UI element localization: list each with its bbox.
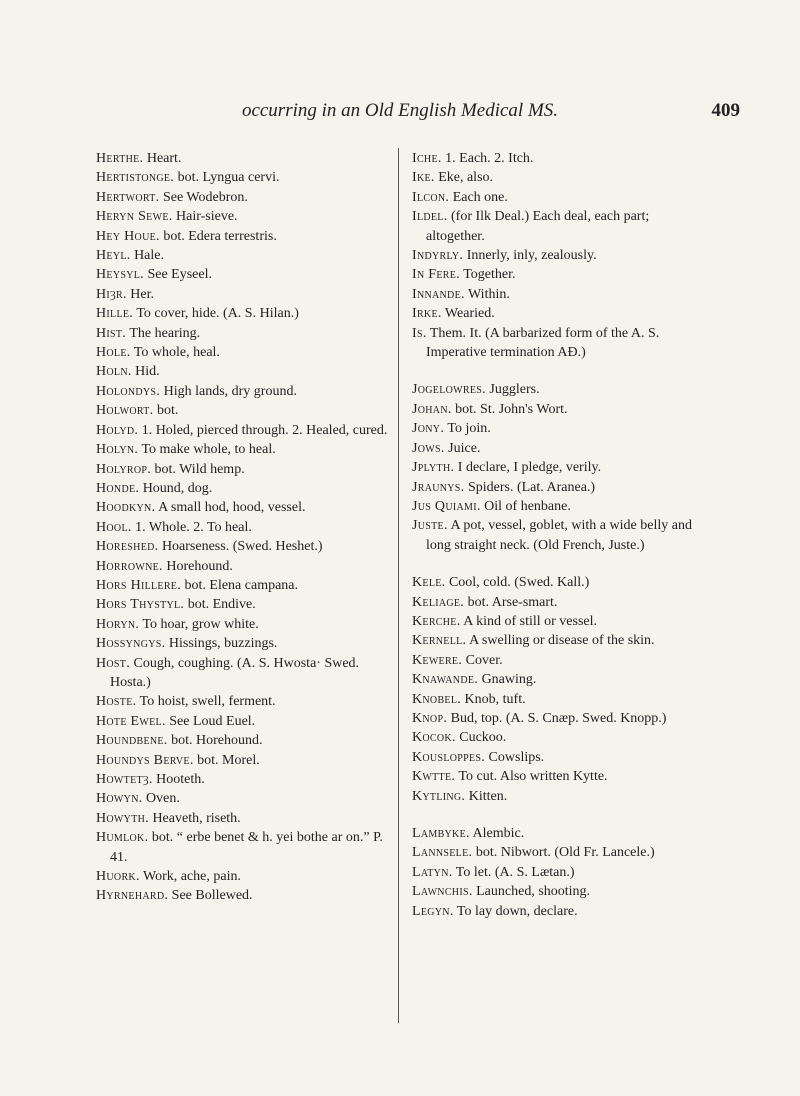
entry-definition: bot. Horehound. — [171, 733, 263, 749]
glossary-entry — [412, 265, 708, 284]
entry-headword: Jony. — [412, 421, 445, 437]
entry-definition: 1. Whole. 2. To heal. — [135, 519, 252, 535]
entry-headword: Knawande. — [412, 672, 479, 688]
entry-headword: Hoodkyn. — [96, 500, 156, 516]
entry-definition: Them. It. (A barbarized form of the A. S. Imperative termination AÐ.) — [426, 325, 660, 361]
glossary-entry — [96, 343, 390, 362]
entry-headword: Holyn. — [96, 442, 139, 458]
entry-headword: Hoste. — [96, 694, 137, 710]
entry-definition: To let. (A. S. Lætan.) — [455, 864, 575, 880]
entry-headword: Juste. — [412, 518, 448, 534]
section-gap — [412, 806, 708, 824]
entry-definition: Oven. — [146, 791, 180, 807]
entry-headword: Hossyngys. — [96, 636, 166, 652]
entry-definition: bot. St. John's Wort. — [455, 401, 568, 417]
glossary-entry — [96, 382, 390, 401]
entry-definition: Hissings, buzzings. — [168, 636, 278, 652]
entry-definition: bot. Elena campana. — [184, 577, 299, 593]
entry-definition: Hooteth. — [156, 772, 205, 787]
entry-headword: Knop. — [412, 710, 448, 726]
glossary-entry — [96, 518, 390, 537]
entry-headword: Is. — [412, 325, 427, 341]
glossary-entry — [412, 728, 708, 747]
glossary-entry — [412, 651, 708, 670]
entry-headword: Kocok. — [412, 730, 456, 746]
glossary-entry — [96, 809, 390, 828]
glossary-entry — [96, 304, 390, 323]
entry-definition: bot. Lyngua cervi. — [177, 170, 280, 186]
entry-definition: Gnawing. — [481, 672, 537, 688]
entry-headword: Hool. — [96, 519, 132, 535]
entry-definition: Eke, also. — [438, 170, 494, 186]
glossary-entry — [96, 595, 390, 614]
glossary-entry — [96, 440, 390, 459]
glossary-entry — [412, 516, 708, 555]
glossary-entry — [96, 362, 390, 381]
glossary-entry — [412, 843, 708, 862]
entry-definition: Each one. — [452, 189, 508, 205]
entry-definition: See Loud Euel. — [169, 713, 256, 729]
entry-definition: Cuckoo. — [459, 730, 507, 746]
entry-definition: Her. — [130, 286, 154, 302]
glossary-entry — [96, 149, 390, 168]
entry-headword: Jogelowres. — [412, 382, 486, 398]
entry-headword: Hist. — [96, 325, 127, 341]
glossary-entry — [96, 828, 390, 867]
entry-definition: bot. Arse-smart. — [467, 594, 558, 610]
entry-headword: Horyn. — [96, 616, 140, 632]
glossary-entry — [96, 227, 390, 246]
glossary-entry — [412, 207, 708, 246]
glossary-entry — [412, 670, 708, 689]
entry-definition: To hoist, swell, ferment. — [139, 694, 276, 710]
glossary-entry — [96, 498, 390, 517]
entry-definition: 1. Each. 2. Itch. — [445, 151, 534, 166]
entry-definition: The hearing. — [129, 325, 201, 341]
entry-headword: Herthe. — [96, 151, 144, 166]
page-number: 409 — [711, 100, 740, 121]
entry-definition: bot. Edera terrestris. — [163, 228, 277, 244]
glossary-entry — [96, 770, 390, 789]
entry-definition: Oil of henbane. — [484, 498, 571, 514]
entry-headword: Hertwort. — [96, 189, 160, 205]
glossary-entry — [96, 401, 390, 420]
glossary-entry — [96, 615, 390, 634]
entry-headword: Hiȝr. — [96, 286, 127, 302]
glossary-entry — [96, 285, 390, 304]
glossary-entry — [96, 188, 390, 207]
entry-definition: To hoar, grow white. — [142, 616, 259, 632]
entry-definition: See Wodebron. — [162, 189, 248, 205]
glossary-entry — [412, 149, 708, 168]
entry-headword: Lawnchis. — [412, 884, 473, 900]
entry-definition: Innerly, inly, zealously. — [466, 248, 597, 264]
entry-definition: Kitten. — [468, 788, 508, 804]
glossary-entry — [412, 188, 708, 207]
glossary-entry — [412, 767, 708, 786]
entry-definition: High lands, dry ground. — [163, 383, 297, 399]
glossary-entry — [412, 690, 708, 709]
entry-definition: To cut. Also written Kytte. — [458, 769, 608, 785]
glossary-entry — [412, 304, 708, 323]
entry-definition: Jugglers. — [489, 382, 540, 398]
entry-definition: Cool, cold. (Swed. Kall.) — [448, 575, 590, 591]
entry-definition: Hid. — [135, 364, 160, 380]
entry-headword: Indyrly. — [412, 248, 464, 264]
running-header — [60, 100, 740, 122]
glossary-entry — [96, 265, 390, 284]
glossary-entry — [412, 863, 708, 882]
entry-definition: To make whole, to heal. — [141, 442, 276, 458]
glossary-entry — [412, 787, 708, 806]
entry-headword: Jraunys. — [412, 479, 465, 495]
entry-headword: Hyrnehard. — [96, 888, 169, 904]
entry-definition: Knob, tuft. — [464, 691, 526, 707]
glossary-entry — [96, 246, 390, 265]
glossary-entry — [412, 478, 708, 497]
entry-definition: Together. — [463, 267, 516, 283]
entry-definition: I declare, I pledge, verily. — [457, 460, 602, 476]
entry-headword: Hors Hillere. — [96, 577, 182, 593]
glossary-column-left — [96, 149, 390, 906]
entry-headword: Horeshed. — [96, 539, 159, 555]
glossary-entry — [412, 168, 708, 187]
section-gap — [412, 555, 708, 573]
entry-headword: Lannsele. — [412, 845, 473, 861]
entry-headword: Knobel. — [412, 691, 462, 707]
entry-definition: bot. Nibwort. (Old Fr. Lancele.) — [475, 845, 655, 861]
entry-headword: Ike. — [412, 170, 435, 186]
entry-definition: Spiders. (Lat. Aranea.) — [467, 479, 596, 495]
entry-headword: Holwort. — [96, 403, 154, 419]
entry-headword: Iche. — [412, 151, 442, 166]
glossary-entry — [412, 612, 708, 631]
entry-definition: Hoarseness. (Swed. Heshet.) — [161, 539, 323, 555]
glossary-entry — [412, 246, 708, 265]
entry-definition: (for Ilk Deal.) Each deal, each part; altogether. — [426, 209, 650, 244]
entry-headword: Horrowne. — [96, 558, 163, 574]
entry-definition: bot. Morel. — [197, 752, 260, 768]
entry-headword: Innande. — [412, 286, 465, 302]
entry-definition: A kind of still or vessel. — [463, 613, 598, 629]
entry-headword: Hertistonge. — [96, 170, 175, 186]
entry-headword: Holondys. — [96, 383, 161, 399]
glossary-entry — [96, 460, 390, 479]
entry-definition: A small hod, hood, vessel. — [158, 500, 306, 516]
glossary-entry — [412, 573, 708, 592]
entry-definition: Hound, dog. — [142, 480, 213, 496]
entry-headword: Hey Houe. — [96, 228, 160, 244]
entry-definition: To lay down, declare. — [456, 903, 578, 919]
entry-headword: Jplyth. — [412, 460, 455, 476]
entry-definition: See Eyseel. — [147, 267, 212, 283]
entry-headword: Heryn Sewe. — [96, 209, 173, 225]
glossary-entry — [96, 324, 390, 343]
column-divider — [398, 148, 399, 1023]
glossary-entry — [412, 709, 708, 728]
entry-headword: Howtetȝ. — [96, 772, 153, 787]
entry-headword: Kousloppes. — [412, 749, 486, 765]
glossary-entry — [96, 557, 390, 576]
glossary-entry — [96, 692, 390, 711]
entry-headword: Johan. — [412, 401, 452, 417]
glossary-entry — [412, 324, 708, 363]
glossary-entry — [96, 634, 390, 653]
glossary-entry — [412, 285, 708, 304]
entry-definition: Work, ache, pain. — [143, 869, 241, 885]
entry-headword: Host. — [96, 655, 131, 671]
glossary-entry — [412, 902, 708, 921]
entry-definition: Hair-sieve. — [176, 209, 238, 225]
entry-headword: Keliage. — [412, 594, 465, 610]
running-title: occurring in an Old English Medical MS. — [241, 100, 559, 121]
glossary-entry — [412, 748, 708, 767]
entry-definition: Alembic. — [472, 826, 525, 841]
entry-headword: Heyl. — [96, 248, 131, 264]
entry-definition: Cough, coughing. (A. S. Hwosta· Swed. Hosta.) — [110, 655, 360, 690]
entry-headword: Ildel. — [412, 209, 448, 225]
entry-headword: Kewere. — [412, 652, 463, 668]
glossary-entry — [412, 593, 708, 612]
entry-headword: Howyth. — [96, 810, 149, 826]
glossary-entry — [412, 882, 708, 901]
entry-headword: Hors Thystyl. — [96, 597, 185, 613]
entry-definition: To cover, hide. (A. S. Hilan.) — [136, 306, 299, 322]
entry-headword: Houndbene. — [96, 733, 168, 749]
glossary-entry — [412, 419, 708, 438]
entry-definition: 1. Holed, pierced through. 2. Healed, cured. — [141, 422, 388, 438]
entry-definition: Bud, top. (A. S. Cnæp. Swed. Knopp.) — [450, 710, 667, 726]
glossary-entry — [96, 751, 390, 770]
entry-headword: Jus Quiami. — [412, 498, 481, 514]
entry-headword: Lambyke. — [412, 826, 470, 841]
entry-headword: Irke. — [412, 306, 442, 322]
entry-headword: Hote Ewel. — [96, 713, 166, 729]
entry-definition: bot. Endive. — [187, 597, 256, 613]
glossary-entry — [96, 654, 390, 693]
entry-definition: Cowslips. — [488, 749, 545, 765]
entry-definition: A pot, vessel, goblet, with a wide belly and long straight neck. (Old French, Juste.) — [426, 518, 692, 553]
glossary-column-right — [412, 149, 708, 921]
entry-headword: Howyn. — [96, 791, 143, 807]
entry-definition: Hale. — [134, 248, 164, 264]
entry-headword: Holyrop. — [96, 461, 152, 477]
glossary-entry — [412, 380, 708, 399]
glossary-entry — [412, 497, 708, 516]
glossary-entry — [96, 537, 390, 556]
entry-definition: A swelling or disease of the skin. — [469, 633, 655, 649]
entry-headword: Ilcon. — [412, 189, 450, 205]
entry-definition: Heart. — [146, 151, 182, 166]
glossary-entry — [412, 458, 708, 477]
entry-definition: Within. — [468, 286, 510, 302]
glossary-entry — [96, 789, 390, 808]
entry-headword: Huork. — [96, 869, 140, 885]
entry-definition: See Bollewed. — [171, 888, 253, 904]
entry-headword: Latyn. — [412, 864, 453, 880]
entry-headword: Hole. — [96, 345, 131, 361]
entry-headword: Humlok. — [96, 830, 149, 846]
entry-definition: To whole, heal. — [133, 345, 220, 361]
entry-headword: Holn. — [96, 364, 132, 380]
entry-definition: Cover. — [465, 652, 503, 668]
section-gap — [412, 362, 708, 380]
entry-headword: Kwtte. — [412, 769, 456, 785]
entry-definition: Juice. — [448, 440, 481, 456]
entry-headword: Legyn. — [412, 903, 454, 919]
glossary-entry — [96, 867, 390, 886]
entry-headword: Kele. — [412, 575, 446, 591]
entry-definition: bot. Wild hemp. — [154, 461, 245, 477]
glossary-entry — [412, 439, 708, 458]
glossary-entry — [96, 207, 390, 226]
glossary-entry — [96, 479, 390, 498]
glossary-entry — [96, 168, 390, 187]
entry-definition: bot. — [156, 403, 179, 419]
glossary-entry — [96, 712, 390, 731]
glossary-entry — [412, 824, 708, 843]
entry-headword: Kytling. — [412, 788, 466, 804]
entry-definition: To join. — [447, 421, 491, 437]
entry-definition: Wearied. — [444, 306, 495, 322]
entry-headword: Honde. — [96, 480, 140, 496]
entry-headword: In Fere. — [412, 267, 460, 283]
entry-headword: Holyd. — [96, 422, 139, 438]
glossary-entry — [96, 421, 390, 440]
entry-definition: Heaveth, riseth. — [152, 810, 241, 826]
glossary-entry — [412, 400, 708, 419]
entry-headword: Kernell. — [412, 633, 467, 649]
entry-definition: bot. “ erbe benet & h. yei bothe ar on.” P. 41. — [110, 830, 383, 865]
entry-headword: Jows. — [412, 440, 445, 456]
glossary-entry — [96, 886, 390, 905]
entry-headword: Heysyl. — [96, 267, 144, 283]
glossary-entry — [96, 576, 390, 595]
glossary-entry — [96, 731, 390, 750]
entry-definition: Launched, shooting. — [476, 884, 591, 900]
entry-headword: Hille. — [96, 306, 134, 322]
glossary-entry — [412, 631, 708, 650]
entry-definition: Horehound. — [166, 558, 233, 574]
entry-headword: Houndys Berve. — [96, 752, 194, 768]
entry-headword: Kerche. — [412, 613, 461, 629]
